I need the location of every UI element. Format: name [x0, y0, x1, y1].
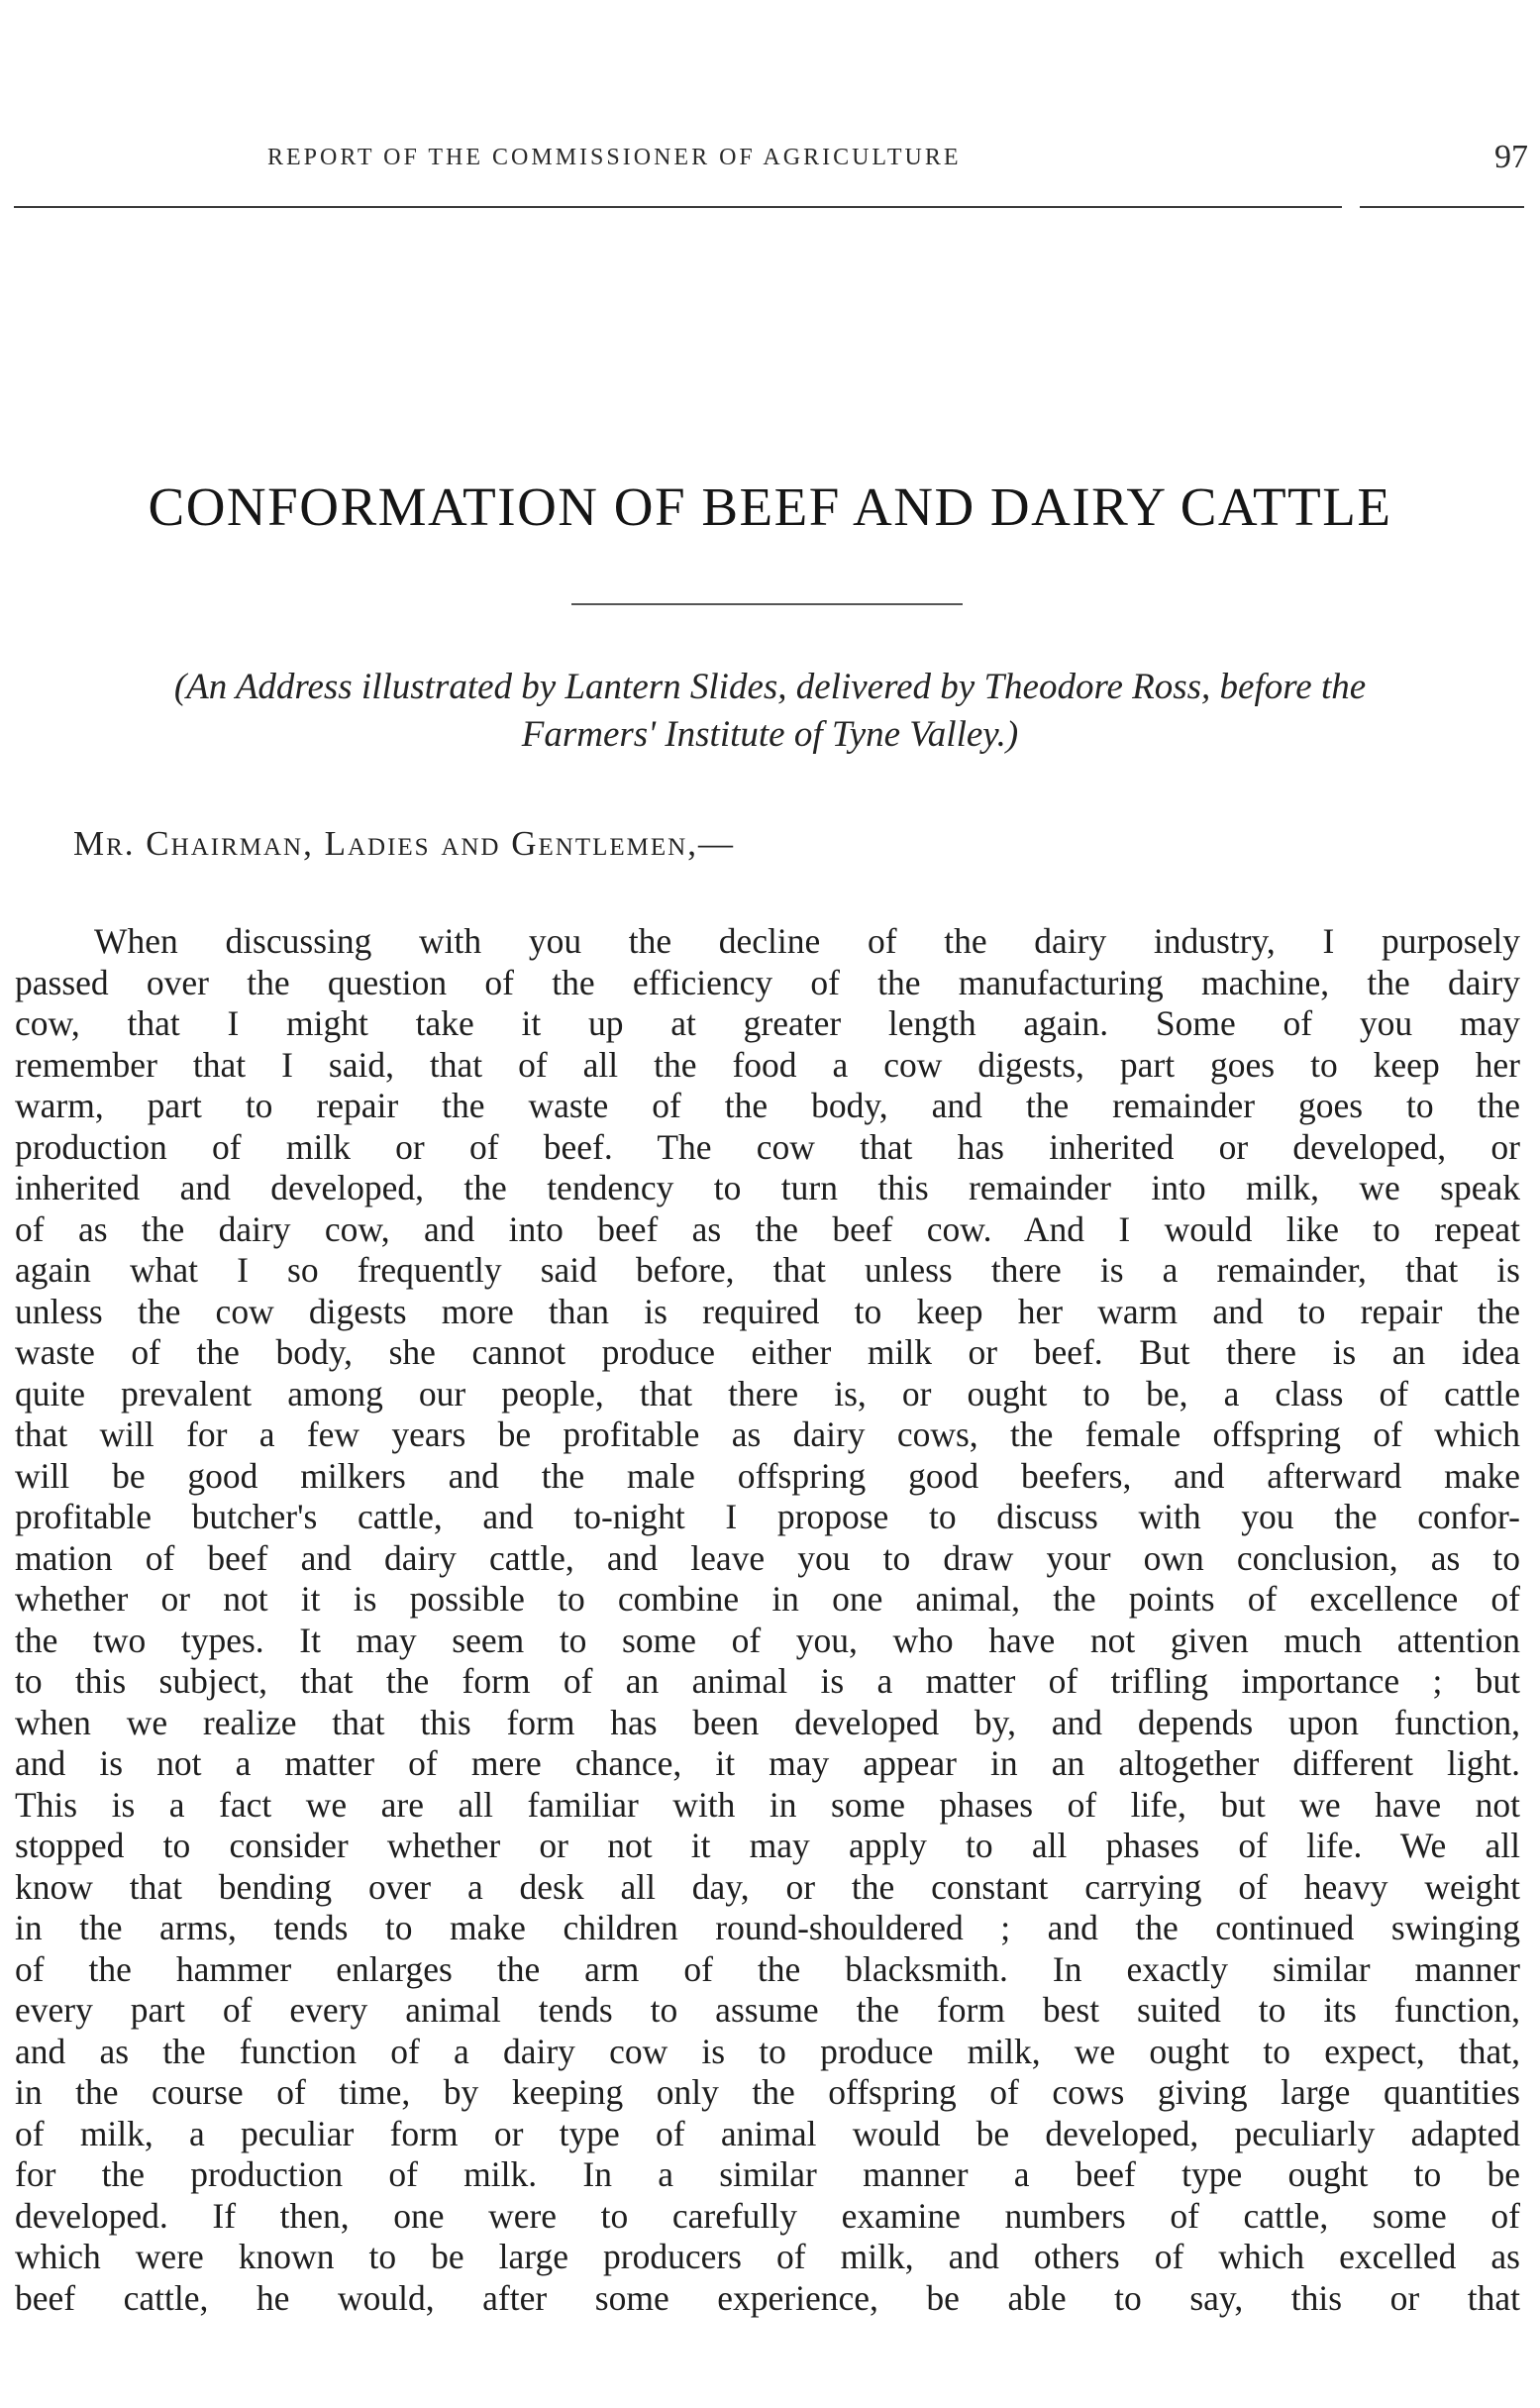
- body-line: in the arms, tends to make children round-shouldered ; and the continued swinging: [15, 1908, 1520, 1947]
- body-line: production of milk or of beef. The cow that has inherited or developed, or: [15, 1126, 1520, 1167]
- body-line: and as the function of a dairy cow is to produce milk, we ought to expect, that,: [15, 2031, 1520, 2071]
- body-line: This is a fact we are all familiar with in some phases of life, but we have not: [15, 1784, 1520, 1825]
- body-line: When discussing with you the decline of the dairy industry, I purposely: [94, 921, 1520, 961]
- article-title: CONFORMATION OF BEEF AND DAIRY CATTLE: [148, 476, 1392, 537]
- body-line: inherited and developed, the tendency to turn this remainder into milk, we speak: [15, 1168, 1520, 1207]
- header-rule: [14, 206, 1524, 208]
- body-line: stopped to consider whether or not it may apply to all phases of life. We all: [15, 1826, 1520, 1865]
- body-line: remember that I said, that of all the food a cow digests, part goes to keep her: [15, 1044, 1520, 1085]
- body-line: that will for a few years be profitable as dairy cows, the female offspring of which: [15, 1414, 1520, 1454]
- body-line: beef cattle, he would, after some experience, be able to say, this or that: [15, 2277, 1520, 2318]
- subtitle-line-1: (An Address illustrated by Lantern Slides, delivered by Theodore Ross, before the: [173, 667, 1367, 707]
- body-line: which were known to be large producers of milk, and others of which excelled as: [15, 2237, 1520, 2276]
- body-line: every part of every animal tends to assume the form best suited to its function,: [15, 1990, 1520, 2030]
- salutation: Mr. Chairman, Ladies and Gentlemen,—: [73, 824, 735, 863]
- body-line: know that bending over a desk all day, or the constant carrying of heavy weight: [15, 1866, 1520, 1907]
- body-line: and is not a matter of mere chance, it may appear in an altogether different light.: [15, 1743, 1520, 1783]
- body-line: profitable butcher's cattle, and to-night I propose to discuss with you the confor-: [15, 1497, 1520, 1536]
- body-line: to this subject, that the form of an animal is a matter of trifling importance ; but: [15, 1661, 1520, 1701]
- body-line: again what I so frequently said before, that unless there is a remainder, that is: [15, 1250, 1520, 1290]
- article-subtitle: [8, 664, 1532, 759]
- body-line: of the hammer enlarges the arm of the blacksmith. In exactly similar manner: [15, 1948, 1520, 1989]
- body-line: in the course of time, by keeping only the offspring of cows giving large quantities: [15, 2072, 1520, 2112]
- body-line: the two types. It may seem to some of you, who have not given much attention: [15, 1620, 1520, 1660]
- body-paragraph: [15, 921, 1520, 2319]
- body-line: will be good milkers and the male offspring good beefers, and afterward make: [15, 1455, 1520, 1496]
- subtitle-line-2: Farmers' Institute of Tyne Valley.): [521, 714, 1019, 755]
- body-line: developed. If then, one were to carefully examine numbers of cattle, some of: [15, 2195, 1520, 2236]
- body-line: warm, part to repair the waste of the body, and the remainder goes to the: [15, 1086, 1520, 1125]
- body-line: passed over the question of the efficiency of the manufacturing machine, the dairy: [15, 962, 1520, 1002]
- header-rule-break: [1342, 204, 1360, 210]
- body-line: of as the dairy cow, and into beef as the beef cow. And I would like to repeat: [15, 1208, 1520, 1249]
- body-line: whether or not it is possible to combine in one animal, the points of excellence of: [15, 1579, 1520, 1619]
- body-line: cow, that I might take it up at greater length again. Some of you may: [15, 1003, 1520, 1043]
- body-line: when we realize that this form has been developed by, and depends upon function,: [15, 1702, 1520, 1742]
- page-number: 97: [1494, 139, 1528, 175]
- running-head-title: REPORT OF THE COMMISSIONER OF AGRICULTURE: [267, 145, 962, 170]
- body-line: of milk, a peculiar form or type of animal would be developed, peculiarly adapted: [15, 2113, 1520, 2153]
- body-line: waste of the body, she cannot produce either milk or beef. But there is an idea: [15, 1332, 1520, 1372]
- running-head: [267, 139, 1530, 178]
- body-line: quite prevalent among our people, that there is, or ought to be, a class of cattle: [15, 1373, 1520, 1413]
- body-line: unless the cow digests more than is required to keep her warm and to repair the: [15, 1291, 1520, 1331]
- body-line: for the production of milk. In a similar manner a beef type ought to be: [15, 2154, 1520, 2194]
- body-line: mation of beef and dairy cattle, and leave you to draw your own conclusion, as to: [15, 1537, 1520, 1578]
- title-divider: [571, 603, 963, 605]
